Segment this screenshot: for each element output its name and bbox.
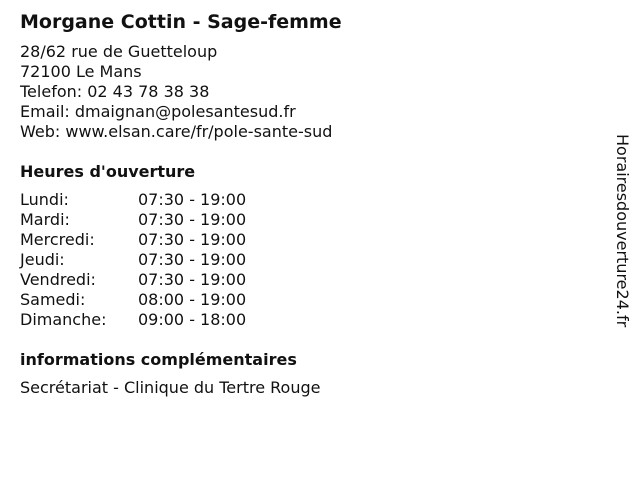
hours-day: Dimanche: xyxy=(20,310,107,329)
address-street: 28/62 rue de Guetteloup xyxy=(20,42,218,61)
hours-row-friday xyxy=(20,270,246,290)
hours-row-thursday xyxy=(20,250,246,270)
hours-day: Vendredi: xyxy=(20,270,96,289)
hours-time: 07:30 - 19:00 xyxy=(138,270,247,289)
hours-row-wednesday xyxy=(20,230,246,250)
address-city: 72100 Le Mans xyxy=(20,62,142,81)
hours-day: Lundi: xyxy=(20,190,69,209)
business-card xyxy=(20,10,600,398)
hours-day: Jeudi: xyxy=(20,250,65,269)
hours-time: 07:30 - 19:00 xyxy=(138,230,247,249)
hours-row-tuesday xyxy=(20,210,246,230)
site-watermark-text: Horairesdouverture24.fr xyxy=(613,134,632,328)
hours-row-saturday xyxy=(20,290,246,310)
hours-time: 07:30 - 19:00 xyxy=(138,250,247,269)
opening-hours-table xyxy=(20,190,246,330)
web-line[interactable]: Web: www.elsan.care/fr/pole-sante-sud xyxy=(20,122,333,141)
site-watermark xyxy=(612,134,632,374)
hours-day: Samedi: xyxy=(20,290,86,309)
business-title: Morgane Cottin - Sage-femme xyxy=(20,11,342,33)
phone-line[interactable]: Telefon: 02 43 78 38 38 xyxy=(20,82,210,101)
hours-row-monday xyxy=(20,190,246,210)
additional-info-heading: informations complémentaires xyxy=(20,350,297,369)
opening-hours-heading: Heures d'ouverture xyxy=(20,162,196,181)
email-line[interactable]: Email: dmaignan@polesantesud.fr xyxy=(20,102,296,121)
hours-day: Mercredi: xyxy=(20,230,95,249)
hours-row-sunday xyxy=(20,310,246,330)
hours-time: 09:00 - 18:00 xyxy=(138,310,247,329)
hours-time: 07:30 - 19:00 xyxy=(138,210,247,229)
additional-info-text: Secrétariat - Clinique du Tertre Rouge xyxy=(20,378,321,397)
hours-time: 07:30 - 19:00 xyxy=(138,190,247,209)
hours-day: Mardi: xyxy=(20,210,70,229)
hours-time: 08:00 - 19:00 xyxy=(138,290,247,309)
